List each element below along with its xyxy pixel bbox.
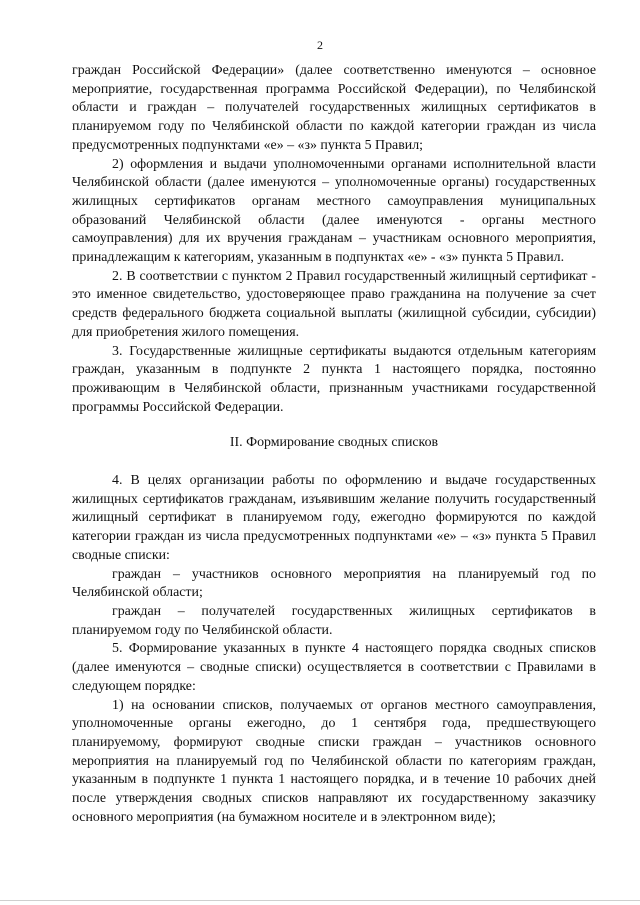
- paragraph: 3. Государственные жилищные сертификаты выдаются отдельным категориям граждан, указанным в подпункте 2 пункта 1 настоящего порядка, постоянно проживающим в Челябинской области, признанным участниками государственной программы Российской Федерации.: [72, 343, 596, 415]
- paragraph: 5. Формирование указанных в пункте 4 настоящего порядка сводных списков (далее именуются – сводные списки) осуществляется в соответствии с Правилами в следующем порядке:: [72, 641, 596, 694]
- paragraph: граждан – участников основного мероприятия на планируемый год по Челябинской области;: [72, 566, 596, 601]
- paragraphs-after-heading: [72, 472, 596, 827]
- page-bottom-divider: [0, 900, 640, 901]
- section-heading: II. Формирование сводных списков: [229, 435, 439, 451]
- paragraph: 2. В соответствии с пунктом 2 Правил государственный жилищный сертификат - это именное свидетельство, удостоверяющее право гражданина на получение за счет средств федерального бюджета социальной выплаты (жилищной субсидии, субсидии) для приобретения жилого помещения.: [72, 268, 596, 340]
- document-body: [72, 62, 596, 827]
- paragraph: 1) на основании списков, получаемых от органов местного самоуправления, уполномоченные органы ежегодно, до 1 сентября года, предшествующего планируемому, формируют сводные списки граждан – участников основного мероприятия на планируемый год по Челябинской области по категориям граждан, указанным в подпункте 1 пункта 1 настоящего порядка, и в течение 10 рабочих дней после утверждения сводных списков направляют их государственному заказчику основного мероприятия (на бумажном носителе и в электронном виде);: [72, 697, 596, 825]
- paragraph: граждан – получателей государственных жилищных сертификатов в планируемом году по Челябинской области.: [72, 603, 596, 638]
- paragraph: 2) оформления и выдачи уполномоченными органами исполнительной власти Челябинской области (далее именуются – уполномоченные органы) государственных жилищных сертификатов органам местного самоуправления муниципальных образований Челябинской области (далее именуются - органы местного самоуправления) для их вручения гражданам – участникам основного мероприятия, принадлежащим к категориям, указанным в подпунктах «е» - «з» пункта 5 Правил.: [72, 156, 596, 266]
- page-number: 2: [317, 38, 323, 52]
- paragraph: граждан Российской Федерации» (далее соответственно именуются – основное мероприятие, государственная программа Российской Федерации), по Челябинской области и граждан – получателей государственных жилищных сертификатов в планируемом году по Челябинской области по каждой категории граждан из числа предусмотренных подпунктами «е» – «з» пункта 5 Правил;: [72, 63, 596, 153]
- paragraphs-before-heading: [72, 62, 596, 417]
- paragraph: 4. В целях организации работы по оформлению и выдаче государственных жилищных сертификатов гражданам, изъявившим желание получить государственный жилищный сертификат в планируемом году, ежегодно формируются по каждой категории граждан из числа предусмотренных подпунктами «е» – «з» пункта 5 Правил сводные списки:: [72, 473, 596, 563]
